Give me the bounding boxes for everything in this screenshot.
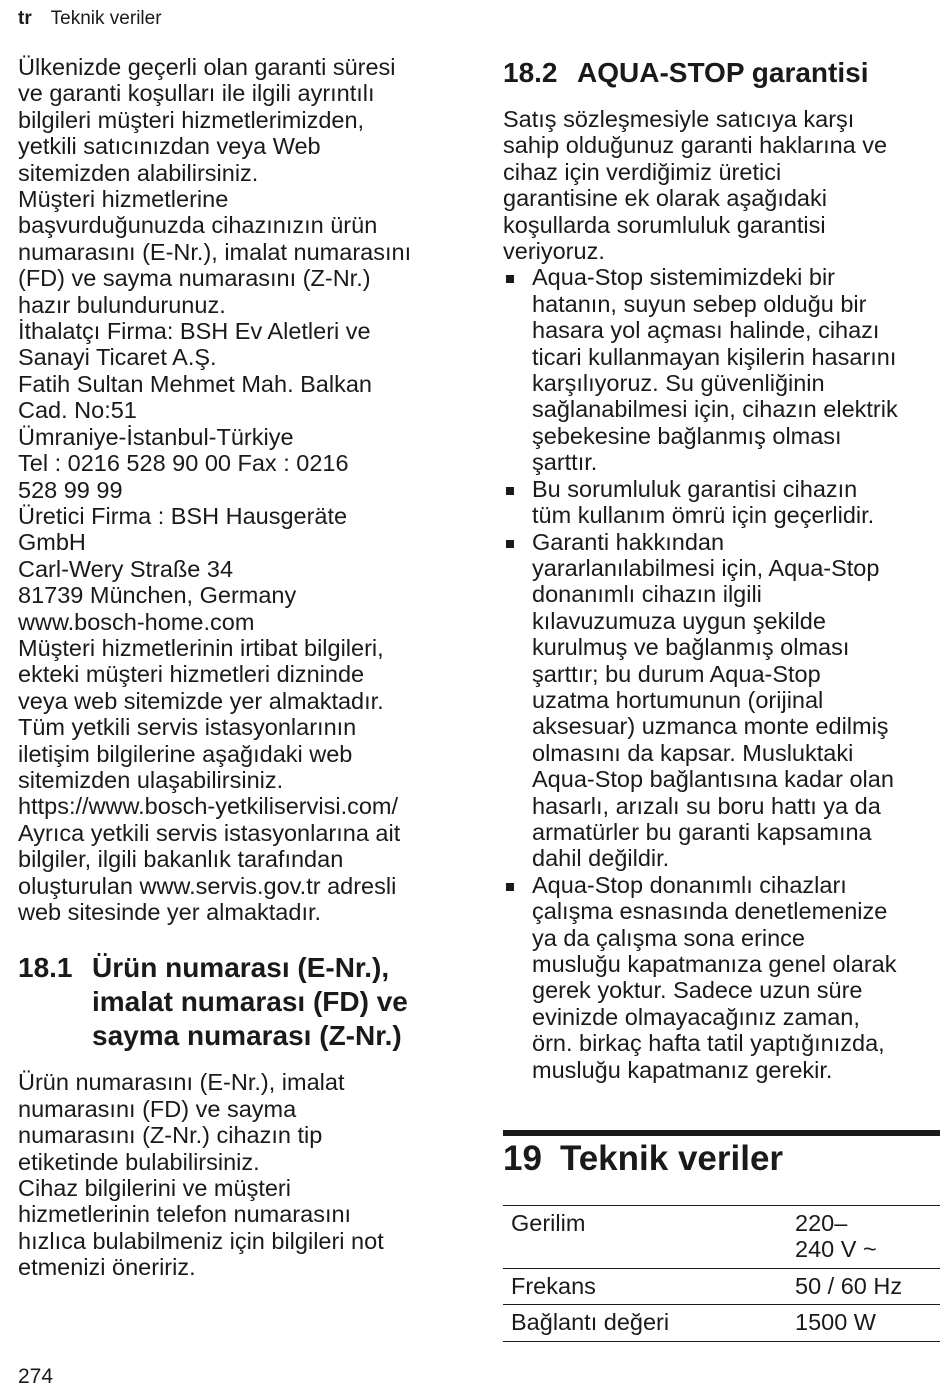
table-row bbox=[503, 1206, 940, 1269]
text-line: gerek yoktur. Sadece uzun süre bbox=[532, 977, 863, 1004]
section-18-2-intro bbox=[503, 106, 943, 264]
spec-value bbox=[787, 1305, 940, 1341]
text-line: Aqua-Stop sistemimizdeki bir bbox=[532, 264, 835, 291]
text-line: musluğu kapatmanız gerekir. bbox=[532, 1056, 833, 1083]
text-line: Aqua-Stop bağlantısına kadar olan bbox=[532, 766, 894, 793]
list-item bbox=[503, 872, 943, 1083]
running-header bbox=[18, 6, 162, 32]
text-line: musluğu kapatmanıza genel olarak bbox=[532, 951, 897, 977]
text-line: Cihaz bilgilerini ve müşteri bbox=[18, 1175, 291, 1202]
section-number: 18.2 bbox=[503, 57, 558, 88]
spec-label: Bağlantı değeri bbox=[503, 1305, 787, 1341]
warranty-contact-paragraph bbox=[18, 54, 458, 925]
text-line: donanımlı cihazın ilgili bbox=[532, 581, 762, 608]
text-line: Ümraniye-İstanbul-Türkiye bbox=[18, 423, 294, 450]
text-line: (FD) ve sayma numarasını (Z-Nr.) bbox=[18, 265, 371, 292]
section-title: AQUA-STOP garantisi bbox=[577, 57, 869, 88]
text-line: Satış sözleşmesiyle satıcıya karşı bbox=[503, 106, 855, 132]
text-line: olmasını da kapsar. Musluktaki bbox=[532, 739, 854, 766]
text-line: GmbH bbox=[18, 529, 86, 556]
section-18-1-body bbox=[18, 1069, 458, 1280]
spec-label: Gerilim bbox=[503, 1206, 787, 1269]
text-line: şarttır. bbox=[532, 449, 598, 476]
section-title bbox=[18, 951, 458, 1053]
text-line: başvurduğunuzda cihazınızın ürün bbox=[18, 212, 378, 239]
text-line: https://www.bosch-yetkiliservisi.com/ bbox=[18, 793, 399, 820]
text-line: www.bosch-home.com bbox=[18, 608, 255, 635]
text-line: kılavuzumuza uygun şekilde bbox=[532, 607, 826, 634]
text-line: Aqua-Stop donanımlı cihazları bbox=[532, 871, 847, 898]
value-line: 220– bbox=[795, 1210, 848, 1236]
text-line: Fatih Sultan Mehmet Mah. Balkan bbox=[18, 370, 372, 397]
text-line: şebekesine bağlanmış olması bbox=[532, 422, 842, 449]
text-line: koşullarda sorumluluk garantisi bbox=[503, 211, 826, 238]
text-line: veya web sitemizde yer almaktadır. bbox=[18, 687, 384, 714]
text-line: bilgileri müşteri hizmetlerimizden, bbox=[18, 106, 365, 133]
text-line: karşılıyoruz. Su güvenliğinin bbox=[532, 370, 825, 397]
text-line: örn. birkaç hafta tatil yaptığınızda, bbox=[532, 1030, 885, 1057]
technical-data-table bbox=[503, 1205, 940, 1342]
text-line: 528 99 99 bbox=[18, 476, 123, 503]
text-line: ya da çalışma sona erince bbox=[532, 924, 806, 951]
list-item bbox=[503, 476, 943, 529]
text-line: sitemizden ulaşabilirsiniz. bbox=[18, 766, 284, 793]
text-line: bilgiler, ilgili bakanlık tarafından bbox=[18, 846, 344, 873]
text-line: Ürün numarasını (E-Nr.), imalat bbox=[18, 1069, 345, 1096]
value-line: 1500 W bbox=[795, 1309, 876, 1336]
text-line: Ülkenizde geçerli olan garanti süresi bbox=[18, 54, 396, 80]
chapter-number: 19 bbox=[503, 1139, 542, 1178]
language-code: tr bbox=[18, 8, 32, 29]
section-18-2-heading bbox=[503, 56, 943, 90]
text-line: sitemizden alabilirsiniz. bbox=[18, 159, 259, 186]
text-line: garantisine ek olarak aşağıdaki bbox=[503, 185, 827, 212]
text-line: tüm kullanım ömrü için geçerlidir. bbox=[532, 502, 875, 529]
text-line: Cad. No:51 bbox=[18, 397, 137, 424]
text-line: Müşteri hizmetlerine bbox=[18, 186, 229, 213]
section-18-1-heading bbox=[18, 951, 458, 1053]
chapter-title: Teknik veriler bbox=[559, 1139, 784, 1178]
text-line: numarasını (Z-Nr.) cihazın tip bbox=[18, 1122, 323, 1149]
aqua-stop-bullet-list bbox=[503, 264, 943, 1083]
text-line: Carl-Wery Straße 34 bbox=[18, 555, 234, 582]
bullet-square-icon bbox=[506, 487, 514, 495]
text-line: hasarlı, arızalı su boru hattı ya da bbox=[532, 792, 881, 819]
value-line: 50 / 60 Hz bbox=[795, 1272, 903, 1299]
text-line: web sitesinde yer almaktadır. bbox=[18, 899, 322, 925]
title-line: Ürün numarası (E-Nr.), bbox=[92, 952, 390, 984]
text-line: hasara yol açması halinde, cihazı bbox=[532, 317, 880, 344]
text-line: Tel : 0216 528 90 00 Fax : 0216 bbox=[18, 450, 349, 477]
text-line: evinizde olmayacağınız zaman, bbox=[532, 1003, 860, 1030]
spec-label: Frekans bbox=[503, 1268, 787, 1304]
value-line: 240 V ~ bbox=[795, 1236, 877, 1263]
text-line: yetkili satıcınızdan veya Web bbox=[18, 133, 321, 160]
text-line: hızlıca bulabilmeniz için bilgileri not bbox=[18, 1227, 384, 1254]
spec-value bbox=[787, 1206, 940, 1269]
chapter-rule bbox=[503, 1130, 940, 1136]
right-column bbox=[503, 56, 943, 1083]
bullet-square-icon bbox=[506, 540, 514, 548]
left-column bbox=[18, 54, 458, 1281]
text-line: hatanın, suyun sebep olduğu bir bbox=[532, 290, 867, 317]
section-number: 18.1 bbox=[18, 952, 73, 984]
text-line: ekteki müşteri hizmetleri dizninde bbox=[18, 661, 365, 688]
text-line: Sanayi Ticaret A.Ş. bbox=[18, 344, 217, 371]
list-item bbox=[503, 529, 943, 872]
text-line: veriyoruz. bbox=[503, 238, 605, 265]
text-line: armatürler bu garanti kapsamına bbox=[532, 818, 872, 845]
text-line: kurulmuş ve bağlanmış olması bbox=[532, 634, 850, 661]
text-line: şarttır; bu durum Aqua-Stop bbox=[532, 660, 821, 687]
bullet-square-icon bbox=[506, 883, 514, 891]
title-line: sayma numarası (Z-Nr.) bbox=[92, 1020, 402, 1052]
bullet-square-icon bbox=[506, 275, 514, 283]
text-line: çalışma esnasında denetlemenize bbox=[532, 898, 888, 925]
text-line: cihaz için verdiğimiz üretici bbox=[503, 158, 782, 185]
text-line: iletişim bilgilerine aşağıdaki web bbox=[18, 740, 353, 767]
list-item bbox=[503, 264, 943, 475]
text-line: Garanti hakkından bbox=[532, 528, 725, 555]
text-line: etmenizi öneririz. bbox=[18, 1254, 196, 1281]
text-line: Üretici Firma : BSH Hausgeräte bbox=[18, 502, 348, 529]
text-line: sahip olduğunuz garanti haklarına ve bbox=[503, 132, 888, 159]
text-line: Bu sorumluluk garantisi cihazın bbox=[532, 475, 858, 502]
text-line: dahil değildir. bbox=[532, 845, 670, 872]
text-line: numarasını (FD) ve sayma bbox=[18, 1095, 297, 1122]
chapter-19-heading bbox=[503, 1138, 783, 1180]
text-line: Müşteri hizmetlerinin irtibat bilgileri, bbox=[18, 634, 384, 661]
text-line: hazır bulundurunuz. bbox=[18, 291, 226, 318]
text-line: ve garanti koşulları ile ilgili ayrıntılı bbox=[18, 80, 375, 107]
table-row bbox=[503, 1268, 940, 1304]
text-line: 81739 München, Germany bbox=[18, 582, 297, 609]
text-line: İthalatçı Firma: BSH Ev Aletleri ve bbox=[18, 318, 371, 345]
text-line: Ayrıca yetkili servis istasyonlarına ait bbox=[18, 819, 401, 846]
text-line: yararlanılabilmesi için, Aqua-Stop bbox=[532, 554, 880, 581]
text-line: aksesuar) uzmanca monte edilmiş bbox=[532, 713, 889, 740]
text-line: uzatma hortumunun (orijinal bbox=[532, 686, 824, 713]
text-line: numarasını (E-Nr.), imalat numarasını bbox=[18, 238, 412, 265]
text-line: etiketinde bulabilirsiniz. bbox=[18, 1148, 260, 1175]
table-row bbox=[503, 1305, 940, 1341]
running-header-title: Teknik veriler bbox=[50, 8, 162, 29]
text-line: ticari kullanmayan kişilerin hasarını bbox=[532, 343, 897, 370]
text-line: Tüm yetkili servis istasyonlarının bbox=[18, 714, 357, 741]
spec-value bbox=[787, 1268, 940, 1304]
title-line: imalat numarası (FD) ve bbox=[92, 986, 408, 1018]
text-line: hizmetlerinin telefon numarasını bbox=[18, 1201, 352, 1228]
section-18-1 bbox=[18, 951, 458, 1280]
text-line: sağlanabilmesi için, cihazın elektrik bbox=[532, 396, 898, 423]
text-line: oluşturulan www.servis.gov.tr adresli bbox=[18, 872, 397, 899]
page-number: 274 bbox=[18, 1365, 54, 1388]
